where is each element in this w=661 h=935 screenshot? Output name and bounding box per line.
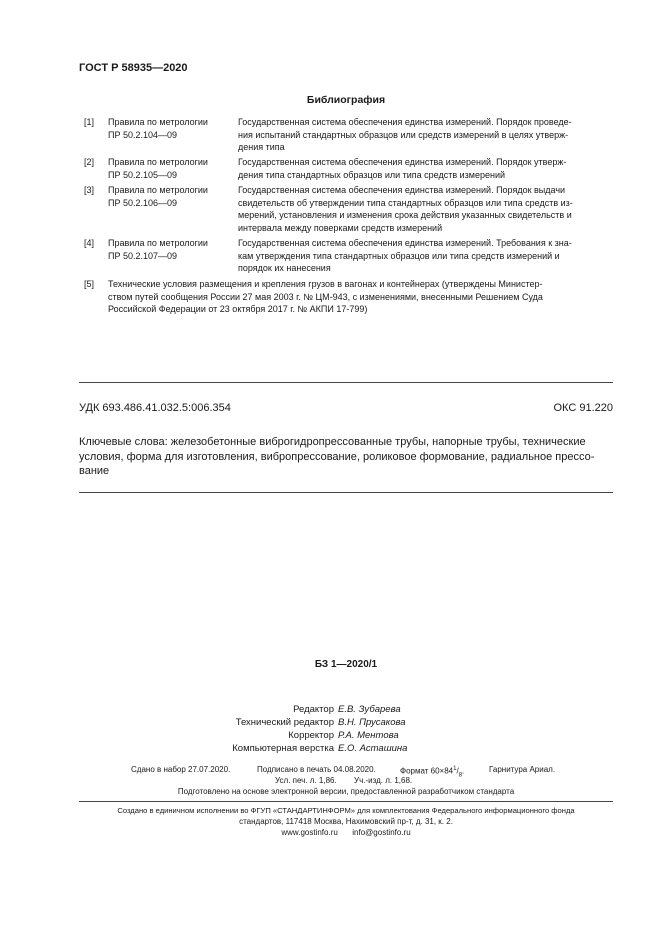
source-line: Правила по метрологии [108, 185, 208, 195]
description-line: мерений, установления и изменения срока действия указанных свидетельств и [238, 210, 572, 220]
source-line: Правила по метрологии [108, 157, 208, 167]
description-line: Российской Федерации от 23 октября 2017 г. № АКПИ 17-799) [108, 304, 368, 314]
print-info [0, 764, 661, 804]
udk-code: УДК 693.486.41.032.5:006.354 [79, 402, 231, 414]
bibliography-entry [0, 237, 661, 277]
entry-source [108, 237, 233, 262]
publisher-website-link[interactable]: www.gostinfo.ru [281, 828, 338, 837]
print-info-text: Сдано в набор 27.07.2020. [131, 765, 231, 774]
entry-source [108, 184, 233, 209]
description-line: дения типа [238, 142, 285, 152]
credit-name: Е.О. Асташина [338, 743, 408, 754]
entry-source [108, 116, 233, 141]
print-format-end: . [462, 766, 465, 776]
bibliography-entry [0, 184, 661, 238]
print-info-text: Подписано в печать 04.08.2020. [257, 765, 376, 774]
print-format-sub: 8 [458, 772, 463, 779]
publisher-contacts [0, 827, 661, 838]
entry-source [108, 156, 233, 181]
divider-line [79, 382, 613, 383]
source-line: ПР 50.2.106—09 [108, 197, 178, 208]
publisher-info [0, 805, 661, 841]
credit-role: Редактор [293, 704, 334, 715]
entry-description [238, 237, 612, 275]
credit-name: Р.А. Ментова [338, 730, 399, 741]
print-format-text: Формат 60×84 [400, 766, 454, 776]
credit-role: Технический редактор [235, 717, 334, 728]
keywords [79, 435, 613, 479]
bibliography-entry [0, 278, 661, 318]
print-info-text: Усл. печ. л. 1,86. [275, 776, 337, 785]
description-line: Государственная система обеспечения единства измерений. Требования к зна- [238, 238, 572, 248]
keywords-line: вание [79, 465, 110, 477]
source-line: Правила по метрологии [108, 238, 208, 248]
entry-description [238, 156, 612, 181]
standard-number: ГОСТ Р 58935—2020 [79, 62, 188, 74]
description-line: порядок их нанесения [238, 263, 331, 273]
credit-name: Е.В. Зубарева [338, 704, 401, 715]
entry-description [238, 184, 612, 234]
divider-line [79, 492, 613, 493]
entry-number: [1] [84, 117, 95, 127]
bibliography-entry [0, 156, 661, 184]
credit-role: Компьютерная верстка [232, 743, 334, 754]
bibliography-entry [0, 116, 661, 156]
divider-line [79, 801, 613, 802]
description-line: дения типа стандартных образцов или типа средств измерений [238, 169, 506, 180]
keywords-line: Ключевые слова: железобетонные виброгидропрессованные трубы, напорные трубы, технические [79, 436, 586, 448]
entry-number: [3] [84, 185, 95, 195]
entry-number: [5] [84, 279, 95, 289]
description-line: интервала между поверками средств измерений [238, 222, 443, 233]
credit-role: Корректор [288, 730, 334, 741]
credits [0, 703, 661, 759]
description-line: ния испытаний стандартных образцов или средств измерений в целях утверж- [238, 129, 569, 140]
print-info-text: Подготовлено на основе электронной версии, предоставленной разработчиком стандарта [177, 787, 515, 796]
print-info-text: Гарнитура Ариал. [489, 765, 556, 774]
entry-description [238, 116, 612, 154]
print-format-sup: 1 [453, 766, 457, 772]
print-info-text: Уч.-изд. л. 1,68. [354, 776, 413, 785]
entry-number: [4] [84, 238, 95, 248]
source-line: Правила по метрологии [108, 117, 208, 127]
description-line: Государственная система обеспечения единства измерений. Порядок проведе- [238, 117, 572, 127]
oks-code: ОКС 91.220 [553, 402, 613, 414]
description-line: свидетельств об утверждении типа стандартных образцов или типа средств из- [238, 197, 573, 208]
publisher-line: Создано в единичном исполнении во ФГУП «СТАНДАРТИНФОРМ» для комплектования Федерального информационного фонда [117, 806, 575, 815]
bz-number: БЗ 1—2020/1 [314, 659, 378, 670]
bibliography-title: Библиография [306, 94, 386, 106]
credit-name: В.Н. Прусакова [338, 717, 406, 728]
entry-description [108, 278, 613, 316]
source-line: ПР 50.2.107—09 [108, 250, 178, 261]
entry-number: [2] [84, 157, 95, 167]
source-line: ПР 50.2.105—09 [108, 169, 178, 180]
description-line: Государственная система обеспечения единства измерений. Порядок утверж- [238, 157, 567, 167]
description-line: Государственная система обеспечения единства измерений. Порядок выдачи [238, 185, 566, 195]
description-line: ством путей сообщения России 27 мая 2003 г. № ЦМ-943, с изменениями, внесенными Решением Суда [108, 291, 543, 302]
source-line: ПР 50.2.104—09 [108, 129, 178, 140]
publisher-line: стандартов, 117418 Москва, Нахимовский пр-т, д. 31, к. 2. [239, 817, 453, 826]
description-line: кам утверждения типа стандартных образцов или типа средств измерений и [238, 250, 560, 261]
publisher-email-link[interactable]: info@gostinfo.ru [352, 828, 411, 837]
description-line: Технические условия размещения и крепления грузов в вагонах и контейнерах (утверждены Министер- [108, 279, 543, 289]
print-format: Формат $60\times 84^1/_8$. [400, 766, 465, 779]
keywords-line: условия, форма для изготовления, вибропрессование, роликовое формование, радиальное прессо- [79, 450, 595, 463]
